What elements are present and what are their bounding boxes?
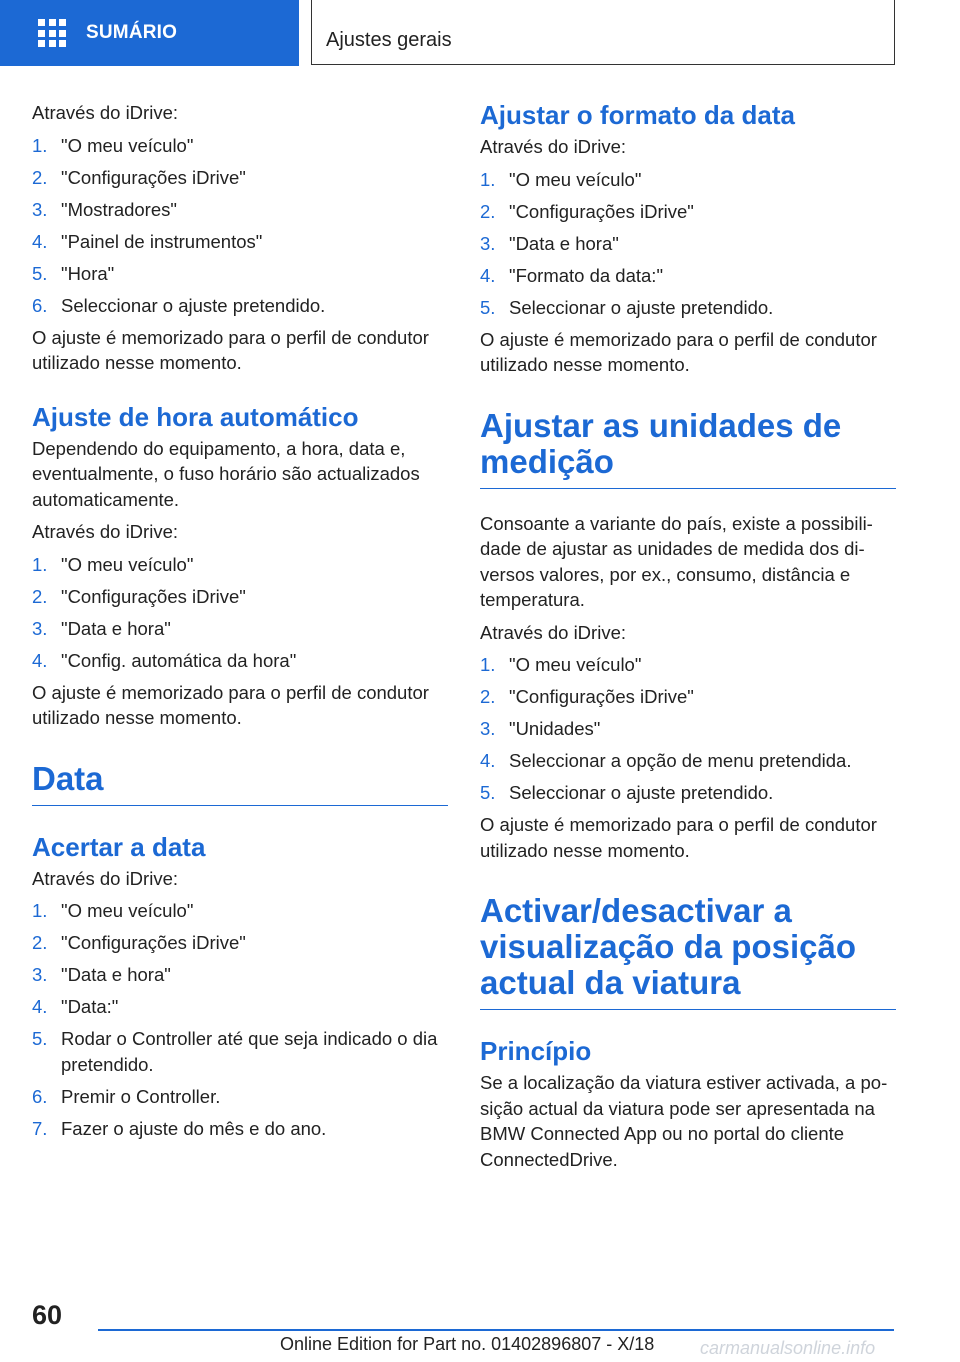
step-number: 5. [480, 296, 496, 318]
step-number: 4. [480, 264, 496, 286]
step-text: "Configurações iDrive" [509, 686, 694, 707]
paragraph: Através do iDrive: [32, 102, 178, 123]
step-text: "Unidades" [509, 718, 601, 739]
list-item [32, 133, 448, 159]
step-text: "Formato da data:" [509, 264, 664, 286]
left-column [32, 100, 448, 1148]
step-number: 1. [480, 168, 496, 190]
step-text: Seleccionar o ajuste pretendido. [61, 294, 326, 316]
subsection-heading: Ajuste de hora automático [32, 401, 359, 432]
toc-button[interactable] [0, 0, 299, 66]
list-item [480, 684, 896, 710]
step-text: "Data:" [61, 996, 119, 1017]
subsection-heading: Princípio [480, 1036, 592, 1066]
list-item [32, 293, 448, 319]
list-item [480, 231, 896, 257]
step-number: 4. [32, 996, 48, 1017]
paragraph: O ajuste é memorizado para o perfil de condutor utilizado nesse momento. [480, 328, 877, 375]
step-text: "O meu veículo" [61, 553, 194, 575]
step-number: 1. [32, 134, 48, 156]
step-text: "O meu veículo" [61, 134, 194, 156]
step-text: Seleccionar a opção de menu pretendida. [509, 750, 852, 771]
subsection-heading: Acertar a data [32, 831, 206, 862]
list-item [480, 652, 896, 678]
paragraph: O ajuste é memorizado para o perfil de condutor utilizado nesse momento. [480, 814, 877, 861]
step-number: 6. [32, 1085, 48, 1107]
paragraph: Através do iDrive: [480, 136, 626, 157]
step-text: "Mostradores" [61, 198, 177, 220]
paragraph: Através do iDrive: [480, 621, 626, 643]
steps-list [32, 552, 448, 674]
steps-list [32, 133, 448, 319]
step-text: "Configurações iDrive" [509, 200, 694, 222]
list-item [480, 748, 896, 774]
list-item [32, 898, 448, 924]
step-number: 2. [32, 166, 48, 188]
list-item [32, 930, 448, 956]
list-item [32, 197, 448, 223]
step-text: "Configurações iDrive" [61, 932, 246, 953]
step-text: Fazer o ajuste do mês e do ano. [61, 1117, 327, 1139]
step-text: "O meu veículo" [509, 654, 642, 675]
right-column [480, 100, 896, 1179]
section-heading: Activar/desactivar a visualização da posição actual da viatura [480, 893, 896, 1010]
step-number: 1. [32, 900, 48, 921]
list-item [32, 1084, 448, 1110]
section-heading: Data [32, 761, 448, 806]
paragraph: O ajuste é memorizado para o perfil de condutor utilizado nesse momento. [32, 681, 429, 728]
list-item [32, 584, 448, 610]
footer-divider [98, 1329, 894, 1331]
step-number: 7. [32, 1117, 48, 1139]
step-number: 3. [480, 718, 496, 739]
step-text: "Painel de instrumentos" [61, 230, 263, 252]
list-item [480, 780, 896, 806]
step-number: 2. [480, 686, 496, 707]
toc-label: SUMÁRIO [86, 22, 178, 43]
step-text: "Config. automática da hora" [61, 649, 297, 671]
grid-menu-icon [38, 19, 66, 47]
paragraph: O ajuste é memorizado para o perfil de condutor utilizado nesse momento. [32, 326, 429, 373]
list-item [480, 716, 896, 742]
list-item [480, 263, 896, 289]
step-text: "Data e hora" [61, 964, 171, 985]
step-text: "Data e hora" [509, 232, 619, 254]
list-item [32, 994, 448, 1020]
paragraph: Dependendo do equipamento, a hora, data e, eventualmente, o fuso horário são actualizados automaticamente. [32, 437, 420, 510]
section-title: Ajustes gerais [326, 29, 452, 51]
step-number: 3. [32, 964, 48, 985]
step-number: 4. [32, 230, 48, 252]
list-item [32, 616, 448, 642]
step-text: "Configurações iDrive" [61, 585, 246, 607]
steps-list [480, 167, 896, 321]
step-number: 3. [32, 617, 48, 639]
step-text: "Hora" [61, 262, 115, 284]
steps-list [32, 898, 448, 1141]
list-item [480, 199, 896, 225]
list-item [32, 229, 448, 255]
step-number: 4. [480, 750, 496, 771]
list-item [32, 962, 448, 988]
step-text: Premir o Controller. [61, 1085, 221, 1107]
step-number: 5. [32, 1028, 48, 1049]
step-text: Seleccionar o ajuste pretendido. [509, 782, 774, 803]
step-number: 1. [480, 654, 496, 675]
watermark: carmanualsonline.info [700, 1338, 876, 1358]
step-text: "Data e hora" [61, 617, 171, 639]
step-number: 6. [32, 294, 48, 316]
steps-list [480, 652, 896, 806]
step-text: "Configurações iDrive" [61, 166, 246, 188]
section-heading: Ajustar as unidades de medição [480, 408, 896, 489]
section-header [311, 0, 895, 65]
list-item [32, 552, 448, 578]
step-text: "O meu veículo" [61, 900, 194, 921]
list-item [32, 1026, 448, 1077]
footer-edition-text: Online Edition for Part no. 01402896807 - X/18 [280, 1334, 655, 1354]
paragraph: Se a localização da viatura estiver activada, a po‐sição actual da viatura pode ser apresentada na BMW Connected App ou no portal do cliente ConnectedDrive. [480, 1072, 888, 1170]
step-number: 5. [32, 262, 48, 284]
step-number: 2. [32, 932, 48, 953]
list-item [32, 648, 448, 674]
list-item [32, 261, 448, 287]
step-number: 3. [480, 232, 496, 254]
step-text: Rodar o Controller até que seja indicado o dia pretendido. [61, 1028, 438, 1075]
list-item [480, 167, 896, 193]
paragraph: Através do iDrive: [32, 867, 178, 889]
step-text: Seleccionar o ajuste pretendido. [509, 296, 774, 318]
page-number: 60 [32, 1300, 63, 1330]
subsection-heading: Ajustar o formato da data [480, 100, 795, 130]
step-number: 4. [32, 649, 48, 671]
step-number: 1. [32, 553, 48, 575]
step-number: 2. [480, 200, 496, 222]
step-number: 5. [480, 782, 496, 803]
paragraph: Através do iDrive: [32, 521, 178, 542]
list-item [32, 165, 448, 191]
step-number: 2. [32, 585, 48, 607]
list-item [32, 1116, 448, 1142]
page-header [0, 0, 960, 66]
step-number: 3. [32, 198, 48, 220]
step-text: "O meu veículo" [509, 168, 642, 190]
list-item [480, 295, 896, 321]
paragraph: Consoante a variante do país, existe a possibili‐dade de ajustar as unidades de medida dos di‐versos valores, por ex., consumo, distância e temperatura. [480, 512, 873, 610]
